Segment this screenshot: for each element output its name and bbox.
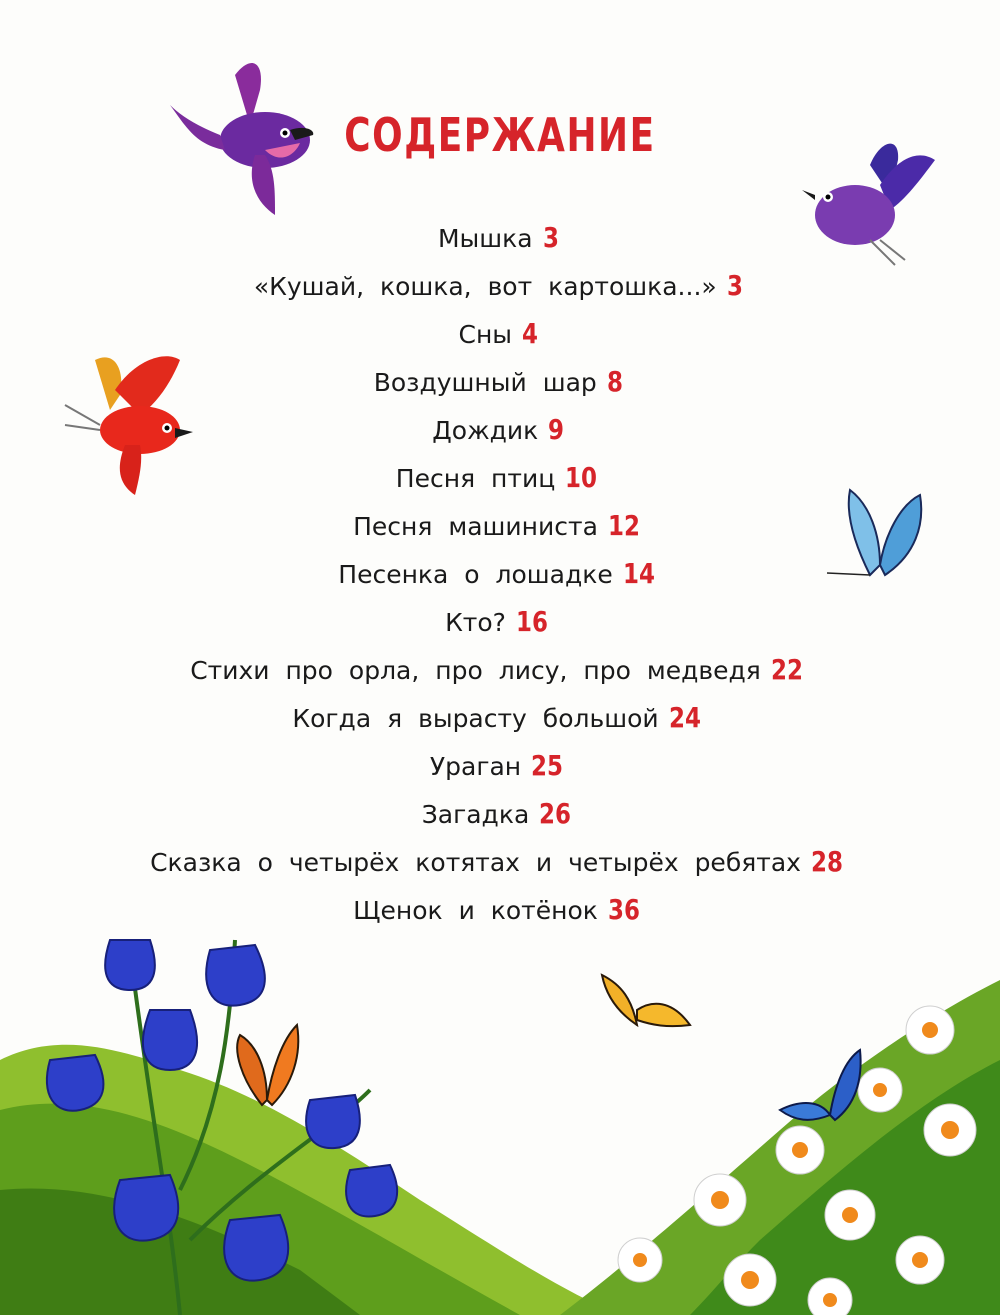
toc-entry[interactable] <box>0 314 1000 362</box>
toc-entry-title: Песенка о лошадке <box>338 560 613 589</box>
toc-entry-title: Загадка <box>421 800 530 829</box>
toc-entry-page-number: 8 <box>606 365 623 398</box>
toc-entry[interactable] <box>0 746 1000 794</box>
toc-entry-page-number: 14 <box>622 557 655 590</box>
toc-entry-page-number: 24 <box>668 701 701 734</box>
yellow-butterfly-icon <box>592 970 692 1035</box>
toc-entry-page-number: 26 <box>539 797 572 830</box>
toc-entry-title: Мышка <box>437 224 533 253</box>
toc-entry[interactable] <box>0 554 1000 602</box>
table-of-contents <box>0 218 1000 938</box>
toc-entry-title: Песня птиц <box>395 464 556 493</box>
toc-entry-title: Дождик <box>432 416 539 445</box>
toc-entry-title: Щенок и котёнок <box>353 896 598 925</box>
toc-entry[interactable] <box>0 698 1000 746</box>
toc-entry-page-number: 28 <box>810 845 843 878</box>
toc-entry[interactable] <box>0 458 1000 506</box>
toc-entry[interactable] <box>0 890 1000 938</box>
toc-entry-page-number: 22 <box>770 653 803 686</box>
toc-entry-page-number: 25 <box>531 749 564 782</box>
toc-entry-title: Песня машиниста <box>353 512 598 541</box>
toc-entry-page-number: 9 <box>548 413 565 446</box>
toc-entry[interactable] <box>0 842 1000 890</box>
small-blue-butterfly-icon <box>775 1045 865 1125</box>
toc-entry-page-number: 16 <box>515 605 548 638</box>
toc-entry-title: «Кушай, кошка, вот картошка...» <box>253 272 717 301</box>
toc-entry[interactable] <box>0 794 1000 842</box>
toc-entry-title: Сказка о четырёх котятах и четырёх ребятах <box>150 848 801 877</box>
orange-butterfly-icon <box>232 1020 302 1110</box>
page-title: СОДЕРЖАНИЕ <box>344 108 656 162</box>
toc-entry-page-number: 10 <box>565 461 598 494</box>
toc-entry[interactable] <box>0 218 1000 266</box>
toc-entry[interactable] <box>0 362 1000 410</box>
toc-entry-title: Сны <box>458 320 513 349</box>
bluebell-flowers <box>30 910 410 1315</box>
toc-entry-page-number: 36 <box>607 893 640 926</box>
toc-entry-title: Кто? <box>445 608 506 637</box>
toc-entry-title: Стихи про орла, про лису, про медведя <box>190 656 761 685</box>
toc-entry[interactable] <box>0 266 1000 314</box>
toc-entry-title: Когда я вырасту большой <box>292 704 659 733</box>
toc-entry[interactable] <box>0 506 1000 554</box>
toc-entry[interactable] <box>0 650 1000 698</box>
toc-entry[interactable] <box>0 602 1000 650</box>
toc-entry-page-number: 12 <box>607 509 640 542</box>
toc-entry-title: Ураган <box>429 752 522 781</box>
toc-entry-page-number: 3 <box>542 221 559 254</box>
toc-entry-page-number: 4 <box>522 317 539 350</box>
toc-entry-page-number: 3 <box>726 269 743 302</box>
toc-entry-title: Воздушный шар <box>373 368 597 397</box>
toc-entry[interactable] <box>0 410 1000 458</box>
